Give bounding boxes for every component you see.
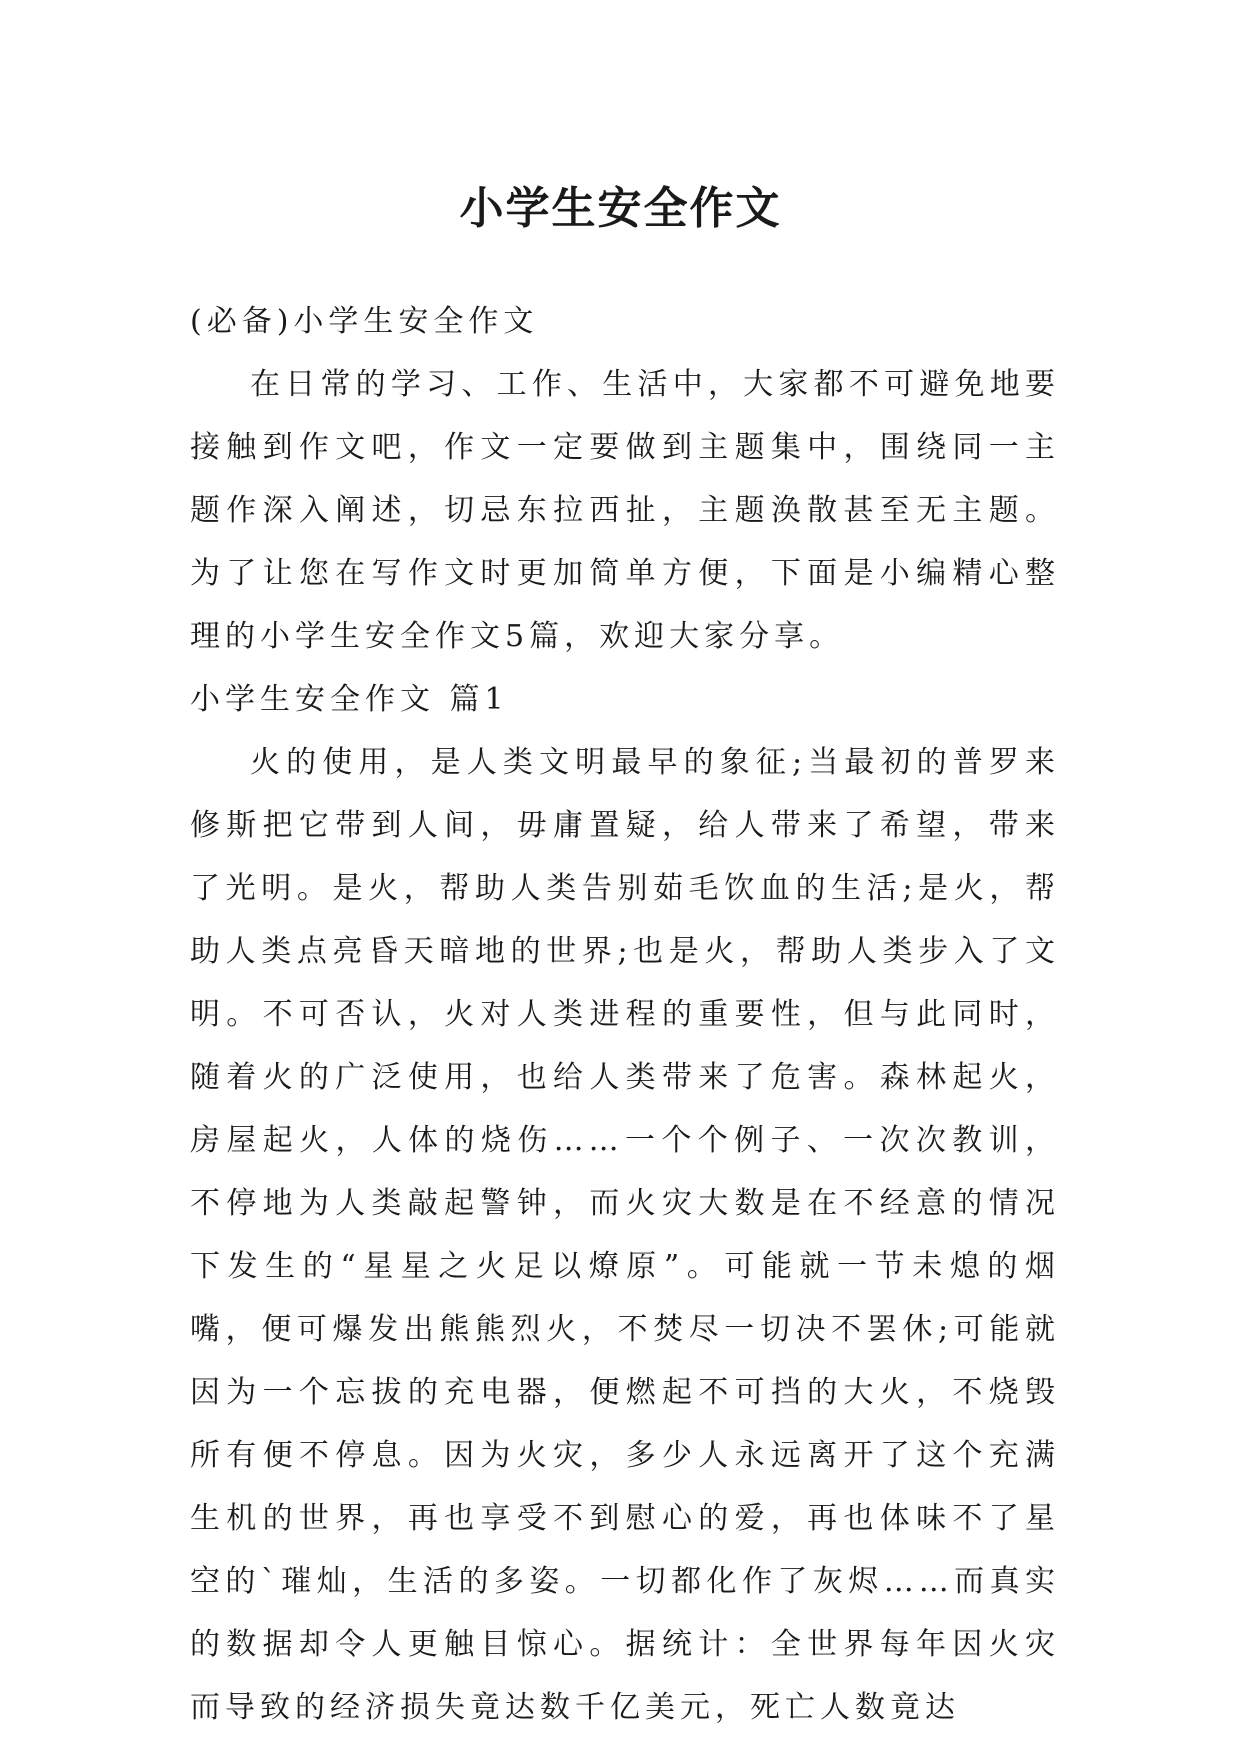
section-heading: 小学生安全作文 篇1	[190, 682, 509, 717]
document-subtitle: (必备)小学生安全作文	[190, 304, 539, 339]
body-paragraph: 火的使用，是人类文明最早的象征;当最初的普罗来修斯把它带到人间，毋庸置疑，给人带来了希望，带来了光明。是火，帮助人类告别茹毛饮血的生活;是火，帮助人类点亮昏天暗地的世界;也是火，帮助人类步入了文明。不可否认，火对人类进程的重要性，但与此同时，随着火的广泛使用，也给人类带来了危害。森林起火，房屋起火，人体的烧伤……一个个例子、一次次教训，不停地为人类敲起警钟，而火灾大数是在不经意的情况下发生的“星星之火足以燎原”。可能就一节未熄的烟嘴，便可爆发出熊熊烈火，不焚尽一切决不罢休;可能就因为一个忘拔的充电器，便燃起不可挡的大火，不烧毁所有便不停息。因为火灾，多少人永远离开了这个充满生机的世界，再也享受不到慰心的爱，再也体味不了星空的`璀灿，生活的多姿。一切都化作了灰烬……而真实的数据却令人更触目惊心。据统计：全世界每年因火灾而导致的经济损失竟达数千亿美元，死亡人数竟达	[190, 745, 1060, 1725]
document-content	[190, 290, 1060, 1739]
document-title: 小学生安全作文	[459, 183, 782, 235]
intro-paragraph: 在日常的学习、工作、生活中，大家都不可避免地要接触到作文吧，作文一定要做到主题集中，围绕同一主题作深入阐述，切忌东拉西扯，主题涣散甚至无主题。为了让您在写作文时更加简单方便，下面是小编精心整理的小学生安全作文5篇，欢迎大家分享。	[190, 367, 1060, 654]
